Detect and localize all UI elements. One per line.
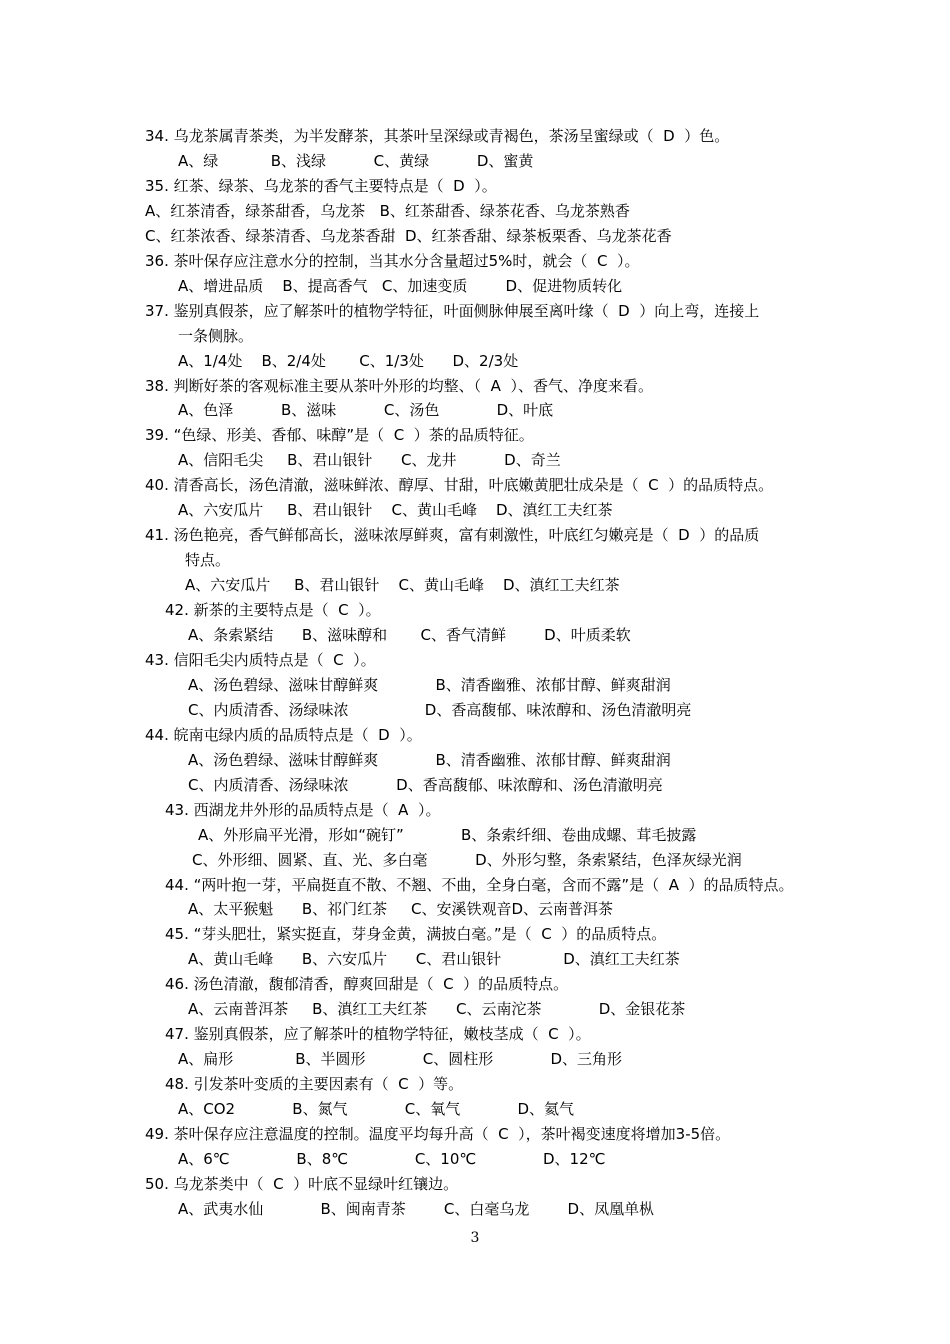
text-line: C、外形细、圆紧、直、光、多白毫 D、外形匀整，条索紧结，色泽灰绿光润: [192, 850, 742, 869]
text-line: A、CO2 B、氮气 C、氧气 D、氦气: [178, 1100, 575, 1118]
text-line: 49. 茶叶保存应注意温度的控制。温度平均每升高（ C ），茶叶褐变速度将增加3-5倍。: [145, 1125, 731, 1143]
text-line: 37. 鉴别真假茶，应了解茶叶的植物学特征，叶面侧脉伸展至离叶缘（ D ）向上弯，连接上: [145, 301, 760, 320]
text-line: 46. 汤色清澈，馥郁清香，醇爽回甜是（ C ）的品质特点。: [165, 975, 569, 994]
text-line: 50. 乌龙茶类中（ C ）叶底不显绿叶红镶边。: [145, 1174, 459, 1193]
text-line: A、云南普洱茶 B、滇红工夫红茶 C、云南沱茶 D、金银花茶: [188, 1000, 686, 1019]
text-line: A、六安瓜片 B、君山银针 C、黄山毛峰 D、滇红工夫红茶: [185, 576, 620, 595]
text-line: 一条侧脉。: [178, 326, 254, 345]
text-line: A、太平猴魁 B、祁门红茶 C、安溪铁观音D、云南普洱茶: [188, 900, 614, 919]
text-line: A、红茶清香，绿茶甜香，乌龙茶 B、红茶甜香、绿茶花香、乌龙茶熟香: [145, 201, 630, 220]
text-line: C、内质清香、汤绿味浓 D、香高馥郁、味浓醇和、汤色清澈明亮: [188, 700, 692, 719]
text-line: 38. 判断好茶的客观标准主要从茶叶外形的均整、（ A ）、香气、净度来看。: [145, 376, 653, 395]
text-line: A、增进品质 B、提高香气 C、加速变质 D、促进物质转化: [178, 276, 623, 295]
page-number: 3: [470, 1230, 480, 1246]
text-line: A、武夷水仙 B、闽南青茶 C、白毫乌龙 D、凤凰单枞: [178, 1199, 655, 1218]
text-line: 特点。: [185, 551, 231, 570]
text-line: 47. 鉴别真假茶，应了解茶叶的植物学特征，嫩枝茎成（ C ）。: [165, 1025, 591, 1044]
text-line: 42. 新茶的主要特点是（ C ）。: [165, 601, 381, 619]
text-line: A、外形扁平光滑，形如“碗钉” B、条索纤细、卷曲成螺、茸毛披露: [198, 825, 697, 844]
text-line: A、黄山毛峰 B、六安瓜片 C、君山银针 D、滇红工夫红茶: [188, 950, 680, 969]
text-line: C、红茶浓香、绿茶清香、乌龙茶香甜 D、红茶香甜、绿茶板栗香、乌龙茶花香: [145, 226, 672, 245]
text-line: 43. 西湖龙井外形的品质特点是（ A ）。: [165, 800, 441, 819]
text-line: A、六安瓜片 B、君山银针 C、黄山毛峰 D、滇红工夫红茶: [178, 501, 613, 520]
text-line: A、绿 B、浅绿 C、黄绿 D、蜜黄: [178, 151, 534, 170]
text-line: 44. 皖南屯绿内质的品质特点是（ D ）。: [145, 725, 422, 744]
text-line: A、信阳毛尖 B、君山银针 C、龙井 D、奇兰: [178, 451, 561, 470]
text-line: 34. 乌龙茶属青茶类，为半发酵茶，其茶叶呈深绿或青褐色，茶汤呈蜜绿或（ D ）色。: [145, 127, 730, 145]
text-line: A、条索紧结 B、滋味醇和 C、香气清鲜 D、叶质柔软: [188, 626, 631, 644]
text-line: 41. 汤色艳亮，香气鲜郁高长，滋味浓厚鲜爽，富有刺激性，叶底红匀嫩亮是（ D ）的品质: [145, 526, 760, 545]
text-line: 43. 信阳毛尖内质特点是（ C ）。: [145, 650, 376, 669]
text-line: A、扁形 B、半圆形 C、圆柱形 D、三角形: [178, 1050, 622, 1069]
text-line: 36. 茶叶保存应注意水分的控制，当其水分含量超过5%时，就会（ C ）。: [145, 251, 640, 270]
text-line: A、6℃ B、8℃ C、10℃ D、12℃: [178, 1149, 606, 1168]
text-line: A、汤色碧绿、滋味甘醇鲜爽 B、清香幽雅、浓郁甘醇、鲜爽甜润: [188, 675, 671, 694]
text-line: 44. “两叶抱一芽，平扁挺直不散、不翘、不曲，全身白毫，含而不露”是（ A ）的品质特点。: [165, 875, 794, 894]
text-line: 39. “色绿、形美、香郁、味醇”是（ C ）茶的品质特征。: [145, 426, 534, 445]
text-line: 40. 清香高长，汤色清澈，滋味鲜浓、醇厚、甘甜，叶底嫩黄肥壮成朵是（ C ）的品质特点。: [145, 476, 774, 495]
text-line: 45. “芽头肥壮，紧实挺直，芽身金黄，满披白毫。”是（ C ）的品质特点。: [165, 925, 667, 944]
text-line: 48. 引发茶叶变质的主要因素有（ C ）等。: [165, 1075, 464, 1094]
text-line: 35. 红茶、绿茶、乌龙茶的香气主要特点是（ D ）。: [145, 176, 497, 195]
text-line: A、1/4处 B、2/4处 C、1/3处 D、2/3处: [178, 351, 519, 370]
text-line: C、内质清香、汤绿味浓 D、香高馥郁、味浓醇和、汤色清澈明亮: [188, 775, 663, 794]
text-line: A、汤色碧绿、滋味甘醇鲜爽 B、清香幽雅、浓郁甘醇、鲜爽甜润: [188, 750, 671, 769]
text-line: A、色泽 B、滋味 C、汤色 D、叶底: [178, 401, 554, 420]
